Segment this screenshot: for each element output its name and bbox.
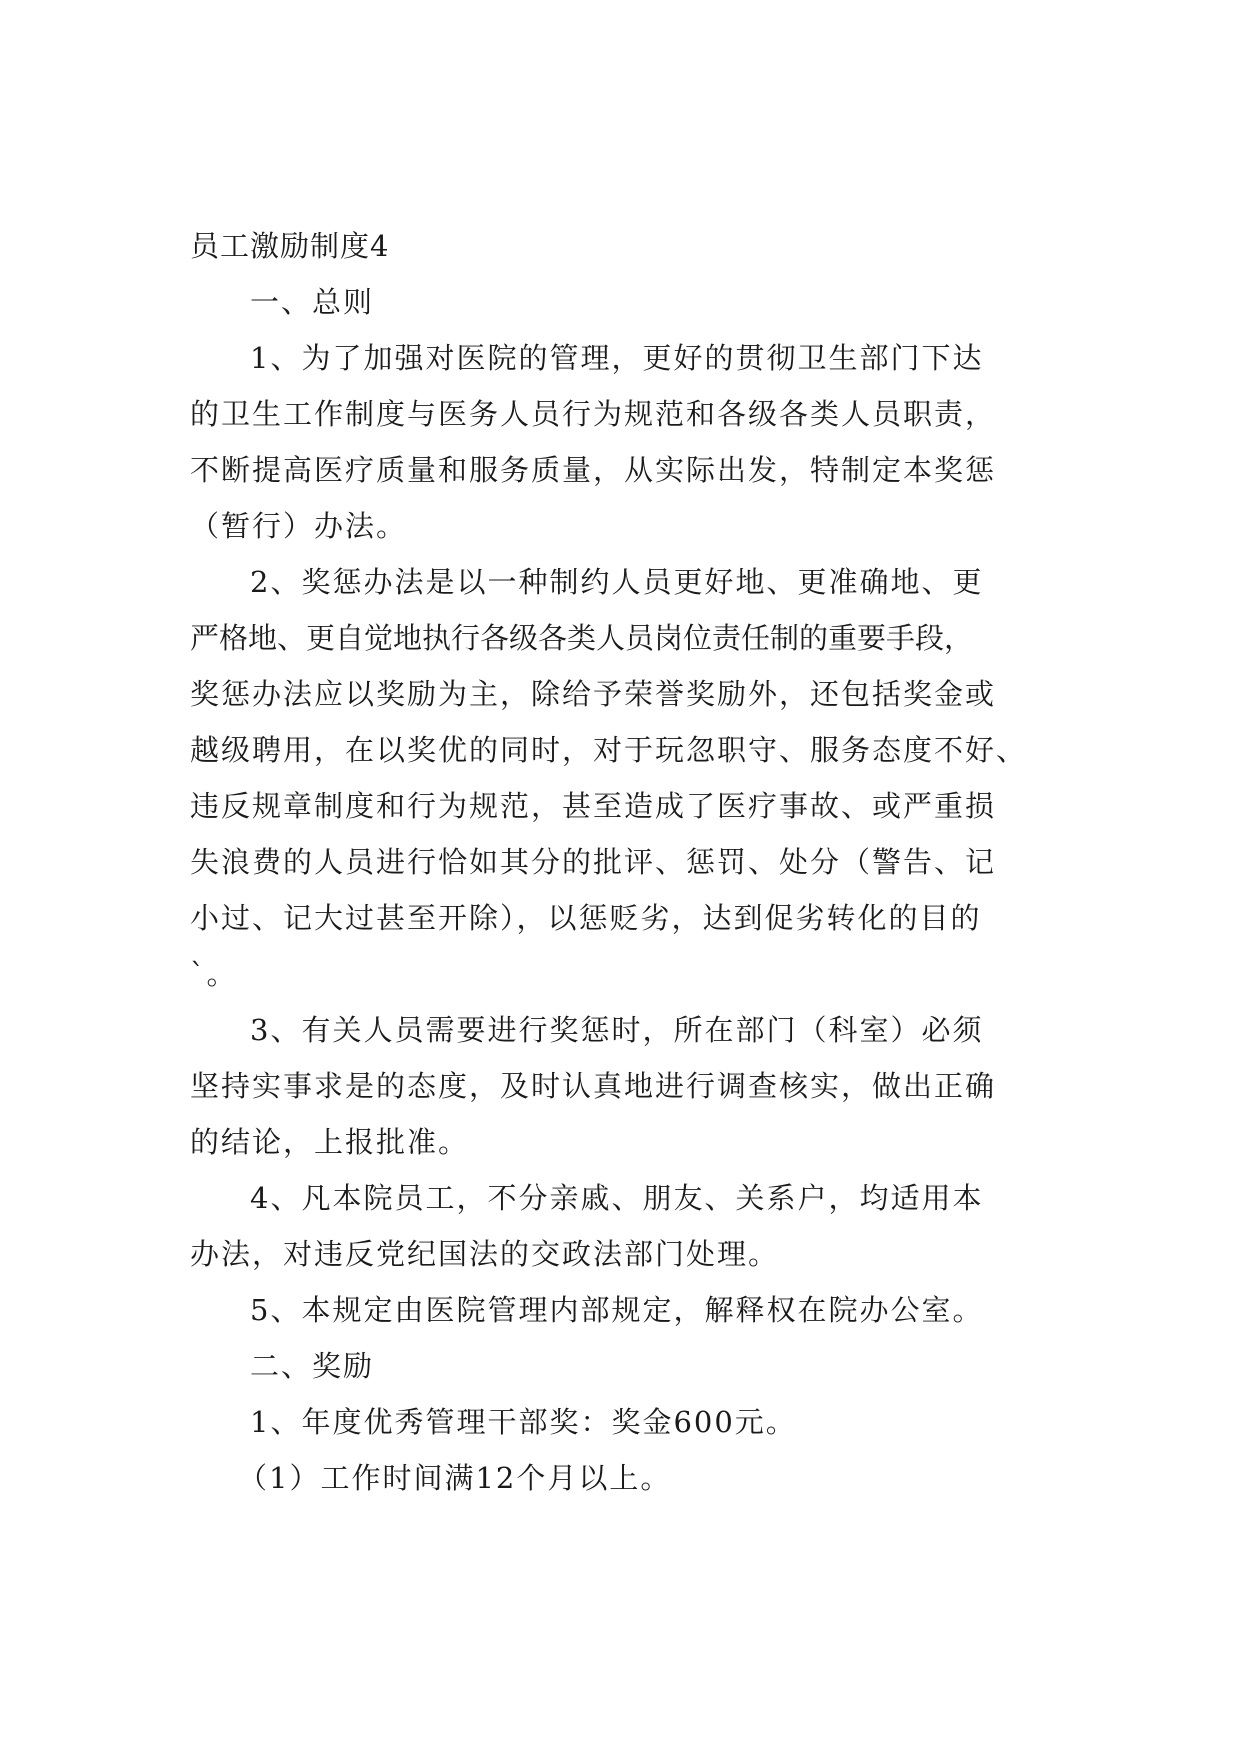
paragraph-line: 的卫生工作制度与医务人员行为规范和各级各类人员职责， — [190, 397, 997, 431]
paragraph-line: `。 — [190, 957, 238, 991]
paragraph-line: 小过、记大过甚至开除），以惩贬劣，达到促劣转化的目的 — [190, 901, 982, 935]
section-heading-rewards: 二、奖励 — [250, 1349, 375, 1383]
section-heading-general: 一、总则 — [250, 285, 375, 319]
list-item: 1、年度优秀管理干部奖：奖金600元。 — [250, 1405, 797, 1439]
paragraph-line: 的结论，上报批准。 — [190, 1125, 470, 1159]
paragraph-line: 2、奖惩办法是以一种制约人员更好地、更准确地、更 — [250, 565, 984, 599]
document-body — [190, 218, 1046, 1506]
paragraph-line: 严格地、更自觉地执行各级各类人员岗位责任制的重要手段， — [190, 621, 974, 655]
paragraph-line: 不断提高医疗质量和服务质量，从实际出发，特制定本奖惩 — [190, 453, 997, 487]
paragraph-line: 失浪费的人员进行恰如其分的批评、惩罚、处分（警告、记 — [190, 845, 997, 879]
paragraph-line: 1、为了加强对医院的管理，更好的贯彻卫生部门下达 — [250, 341, 984, 375]
paragraph-line: （暂行）办法。 — [190, 509, 408, 543]
paragraph-line: 办法，对违反党纪国法的交政法部门处理。 — [190, 1237, 780, 1271]
paragraph-line: 3、有关人员需要进行奖惩时，所在部门（科室）必须 — [250, 1013, 984, 1047]
paragraph-line: 5、本规定由医院管理内部规定，解释权在院办公室。 — [250, 1293, 984, 1327]
list-item: （1）工作时间满12个月以上。 — [238, 1461, 672, 1495]
paragraph-line: 4、凡本院员工，不分亲戚、朋友、关系户，均适用本 — [250, 1181, 984, 1215]
document-title: 员工激励制度4 — [190, 229, 390, 263]
paragraph-line: 越级聘用，在以奖优的同时，对于玩忽职守、服务态度不好、 — [190, 733, 1028, 767]
paragraph-line: 坚持实事求是的态度，及时认真地进行调查核实，做出正确 — [190, 1069, 997, 1103]
paragraph-line: 违反规章制度和行为规范，甚至造成了医疗事故、或严重损 — [190, 789, 997, 823]
paragraph-line: 奖惩办法应以奖励为主，除给予荣誉奖励外，还包括奖金或 — [190, 677, 997, 711]
